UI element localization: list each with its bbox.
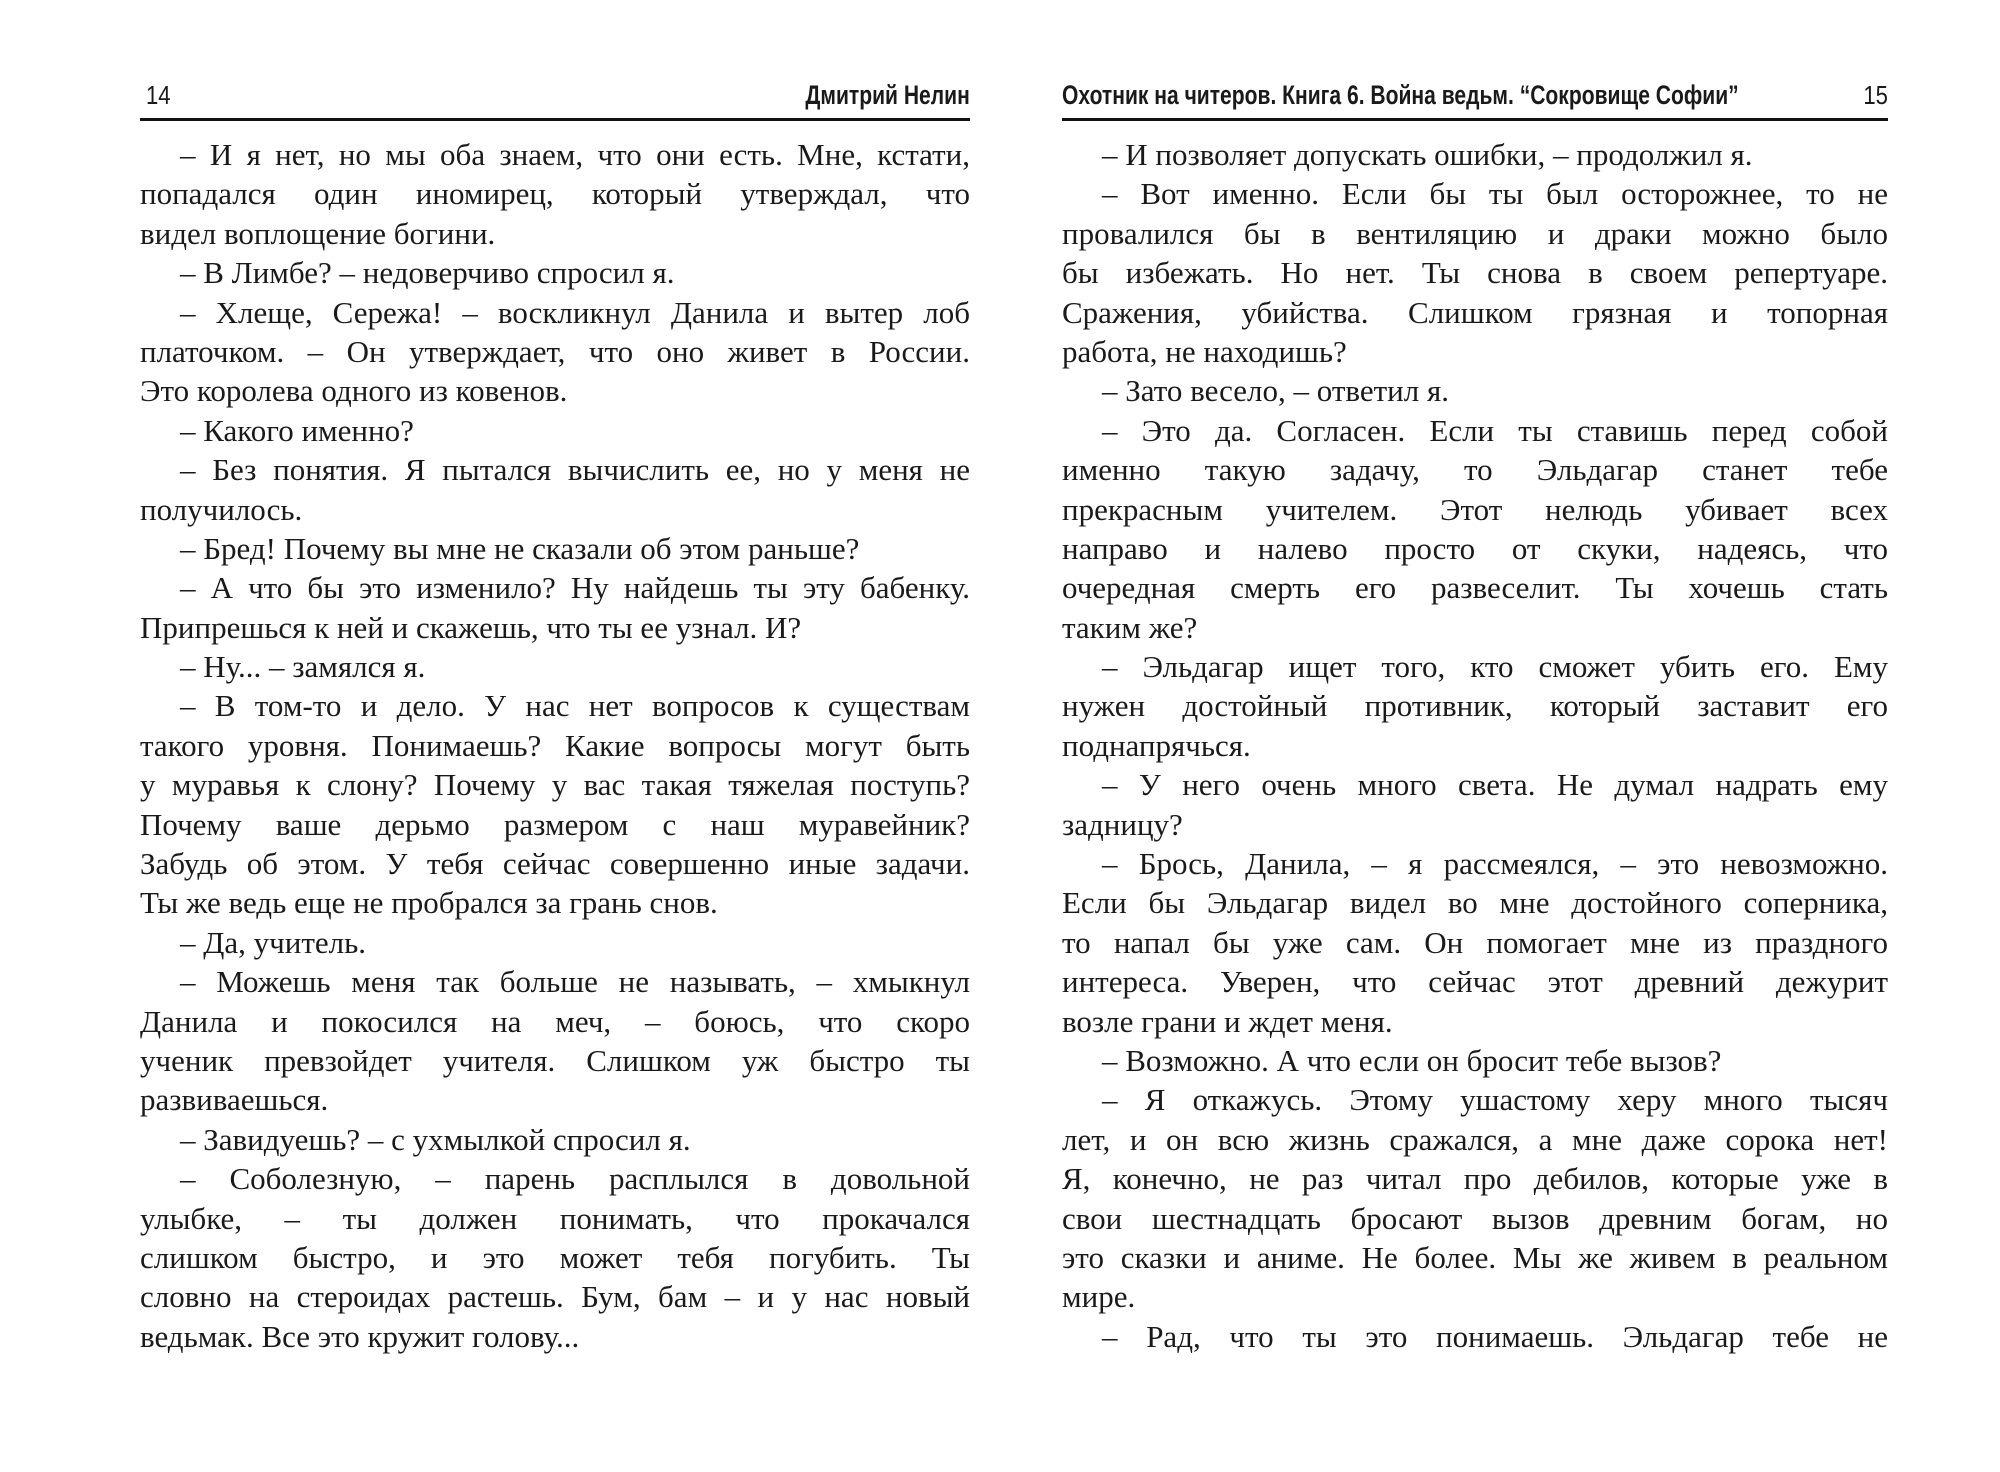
- text-line: работа, не находишь?: [1062, 333, 1347, 369]
- text-line: – Это да. Согласен. Если ты ставишь перед собой: [1102, 412, 1888, 448]
- text-line: слишком быстро, и это может тебя погубить. Ты: [140, 1239, 970, 1275]
- text-line: Данила и покосился на меч, – боюсь, что скоро: [140, 1003, 970, 1039]
- text-line: таким же?: [1062, 609, 1198, 645]
- text-line: улыбке, – ты должен понимать, что прокачался: [140, 1200, 970, 1236]
- text-line: – Зато весело, – ответил я.: [1102, 373, 1449, 409]
- text-line: – Можешь меня так больше не называть, – хмыкнул: [180, 964, 970, 1000]
- text-line: Сражения, убийства. Слишком грязная и топорная: [1062, 294, 1888, 330]
- text-line: Я, конечно, не раз читал про дебилов, которые уже в: [1062, 1161, 1888, 1197]
- page-number: 15: [1863, 80, 1888, 110]
- header-rule: [1062, 118, 1888, 121]
- text-line: – И позволяет допускать ошибки, – продолжил я.: [1102, 137, 1753, 172]
- text-line: – Я откажусь. Этому ушастому херу много тысяч: [1102, 1082, 1888, 1118]
- text-line: Ты же ведь еще не пробрался за грань снов.: [140, 885, 718, 921]
- text-line: у муравья к слону? Почему у вас такая тяжелая поступь?: [140, 767, 970, 803]
- text-line: – Да, учитель.: [180, 924, 366, 960]
- running-head-author: Дмитрий Нелин: [805, 80, 970, 110]
- text-line: свои шестнадцать бросают вызов древним богам, но: [1062, 1200, 1888, 1236]
- text-line: бы избежать. Но нет. Ты снова в своем репертуаре.: [1062, 255, 1888, 291]
- text-line: – У него очень много света. Не думал надрать ему: [1102, 767, 1888, 803]
- text-line: – Бред! Почему вы мне не сказали об этом раньше?: [180, 530, 860, 566]
- text-line: получилось.: [140, 491, 303, 527]
- left-page: [140, 0, 970, 1472]
- text-line: такого уровня. Понимаешь? Какие вопросы могут быть: [140, 727, 970, 763]
- text-line: видел воплощение богини.: [140, 215, 496, 251]
- text-line: попадался один иномирец, который утверждал, что: [140, 176, 970, 212]
- text-line: – Эльдагар ищет того, кто сможет убить его. Ему: [1102, 649, 1888, 685]
- header-rule: [140, 118, 970, 121]
- running-head: [140, 76, 970, 116]
- text-line: лет, и он всю жизнь сражался, а мне даже сорока нет!: [1062, 1121, 1888, 1157]
- text-line: Если бы Эльдагар видел во мне достойного соперника,: [1062, 885, 1888, 921]
- text-line: – Ну... – замялся я.: [180, 649, 426, 685]
- text-line: – Вот именно. Если бы ты был осторожнее, то не: [1102, 176, 1888, 212]
- text-line: интереса. Уверен, что сейчас этот древний дежурит: [1062, 964, 1888, 1000]
- text-line: Почему ваше дерьмо размером с наш муравейник?: [140, 806, 970, 842]
- text-line: – В том-то и дело. У нас нет вопросов к существам: [180, 688, 970, 724]
- body-text: [140, 135, 970, 1356]
- text-line: – Брось, Данила, – я рассмеялся, – это невозможно.: [1102, 846, 1888, 882]
- text-line: ученик превзойдет учителя. Слишком уж быстро ты: [140, 1042, 970, 1078]
- text-line: платочком. – Он утверждает, что оно живет в России.: [140, 333, 970, 369]
- text-line: – Завидуешь? – с ухмылкой спросил я.: [180, 1121, 691, 1157]
- page-number: 14: [146, 80, 171, 110]
- text-line: – Хлеще, Сережа! – воскликнул Данила и вытер лоб: [180, 294, 970, 330]
- text-line: именно такую задачу, то Эльдагар станет тебе: [1062, 452, 1888, 488]
- right-page: [1062, 0, 1888, 1472]
- text-line: то напал бы уже сам. Он помогает мне из праздного: [1062, 924, 1888, 960]
- text-line: это сказки и аниме. Не более. Мы же живем в реальном: [1062, 1239, 1888, 1275]
- text-line: мире.: [1062, 1279, 1136, 1315]
- text-line: ведьмак. Все это кружит голову...: [140, 1318, 580, 1354]
- text-line: нужен достойный противник, который заставит его: [1062, 688, 1888, 724]
- text-line: поднапрячься.: [1062, 727, 1251, 763]
- text-line: провалился бы в вентиляцию и драки можно было: [1062, 215, 1888, 251]
- text-line: – Рад, что ты это понимаешь. Эльдагар тебе не: [1102, 1318, 1888, 1354]
- text-line: Припрешься к ней и скажешь, что ты ее узнал. И?: [140, 609, 802, 645]
- text-line: прекрасным учителем. Этот нелюдь убивает всех: [1062, 491, 1888, 527]
- text-line: – Какого именно?: [180, 412, 414, 448]
- text-line: Это королева одного из ковенов.: [140, 373, 568, 409]
- body-text: [1062, 135, 1888, 1356]
- text-line: словно на стероидах растешь. Бум, бам – и у нас новый: [140, 1279, 970, 1315]
- text-line: – И я нет, но мы оба знаем, что они есть. Мне, кстати,: [180, 137, 970, 172]
- text-line: возле грани и ждет меня.: [1062, 1003, 1393, 1039]
- text-line: – Без понятия. Я пытался вычислить ее, но у меня не: [180, 452, 970, 488]
- text-line: направо и налево просто от скуки, надеясь, что: [1062, 530, 1888, 566]
- text-line: задницу?: [1062, 806, 1183, 842]
- text-line: – А что бы это изменило? Ну найдешь ты эту бабенку.: [180, 570, 970, 606]
- text-line: очередная смерть его развеселит. Ты хочешь стать: [1062, 570, 1888, 606]
- text-line: – Соболезную, – парень расплылся в довольной: [180, 1161, 970, 1197]
- text-line: – В Лимбе? – недоверчиво спросил я.: [180, 255, 675, 291]
- text-line: развиваешься.: [140, 1082, 329, 1118]
- running-head: [1062, 76, 1888, 116]
- text-line: Забудь об этом. У тебя сейчас совершенно иные задачи.: [140, 846, 970, 882]
- text-line: – Возможно. А что если он бросит тебе вызов?: [1102, 1042, 1722, 1078]
- running-head-book-title: Охотник на читеров. Книга 6. Война ведьм. “Сокровище Софии”: [1062, 80, 1739, 110]
